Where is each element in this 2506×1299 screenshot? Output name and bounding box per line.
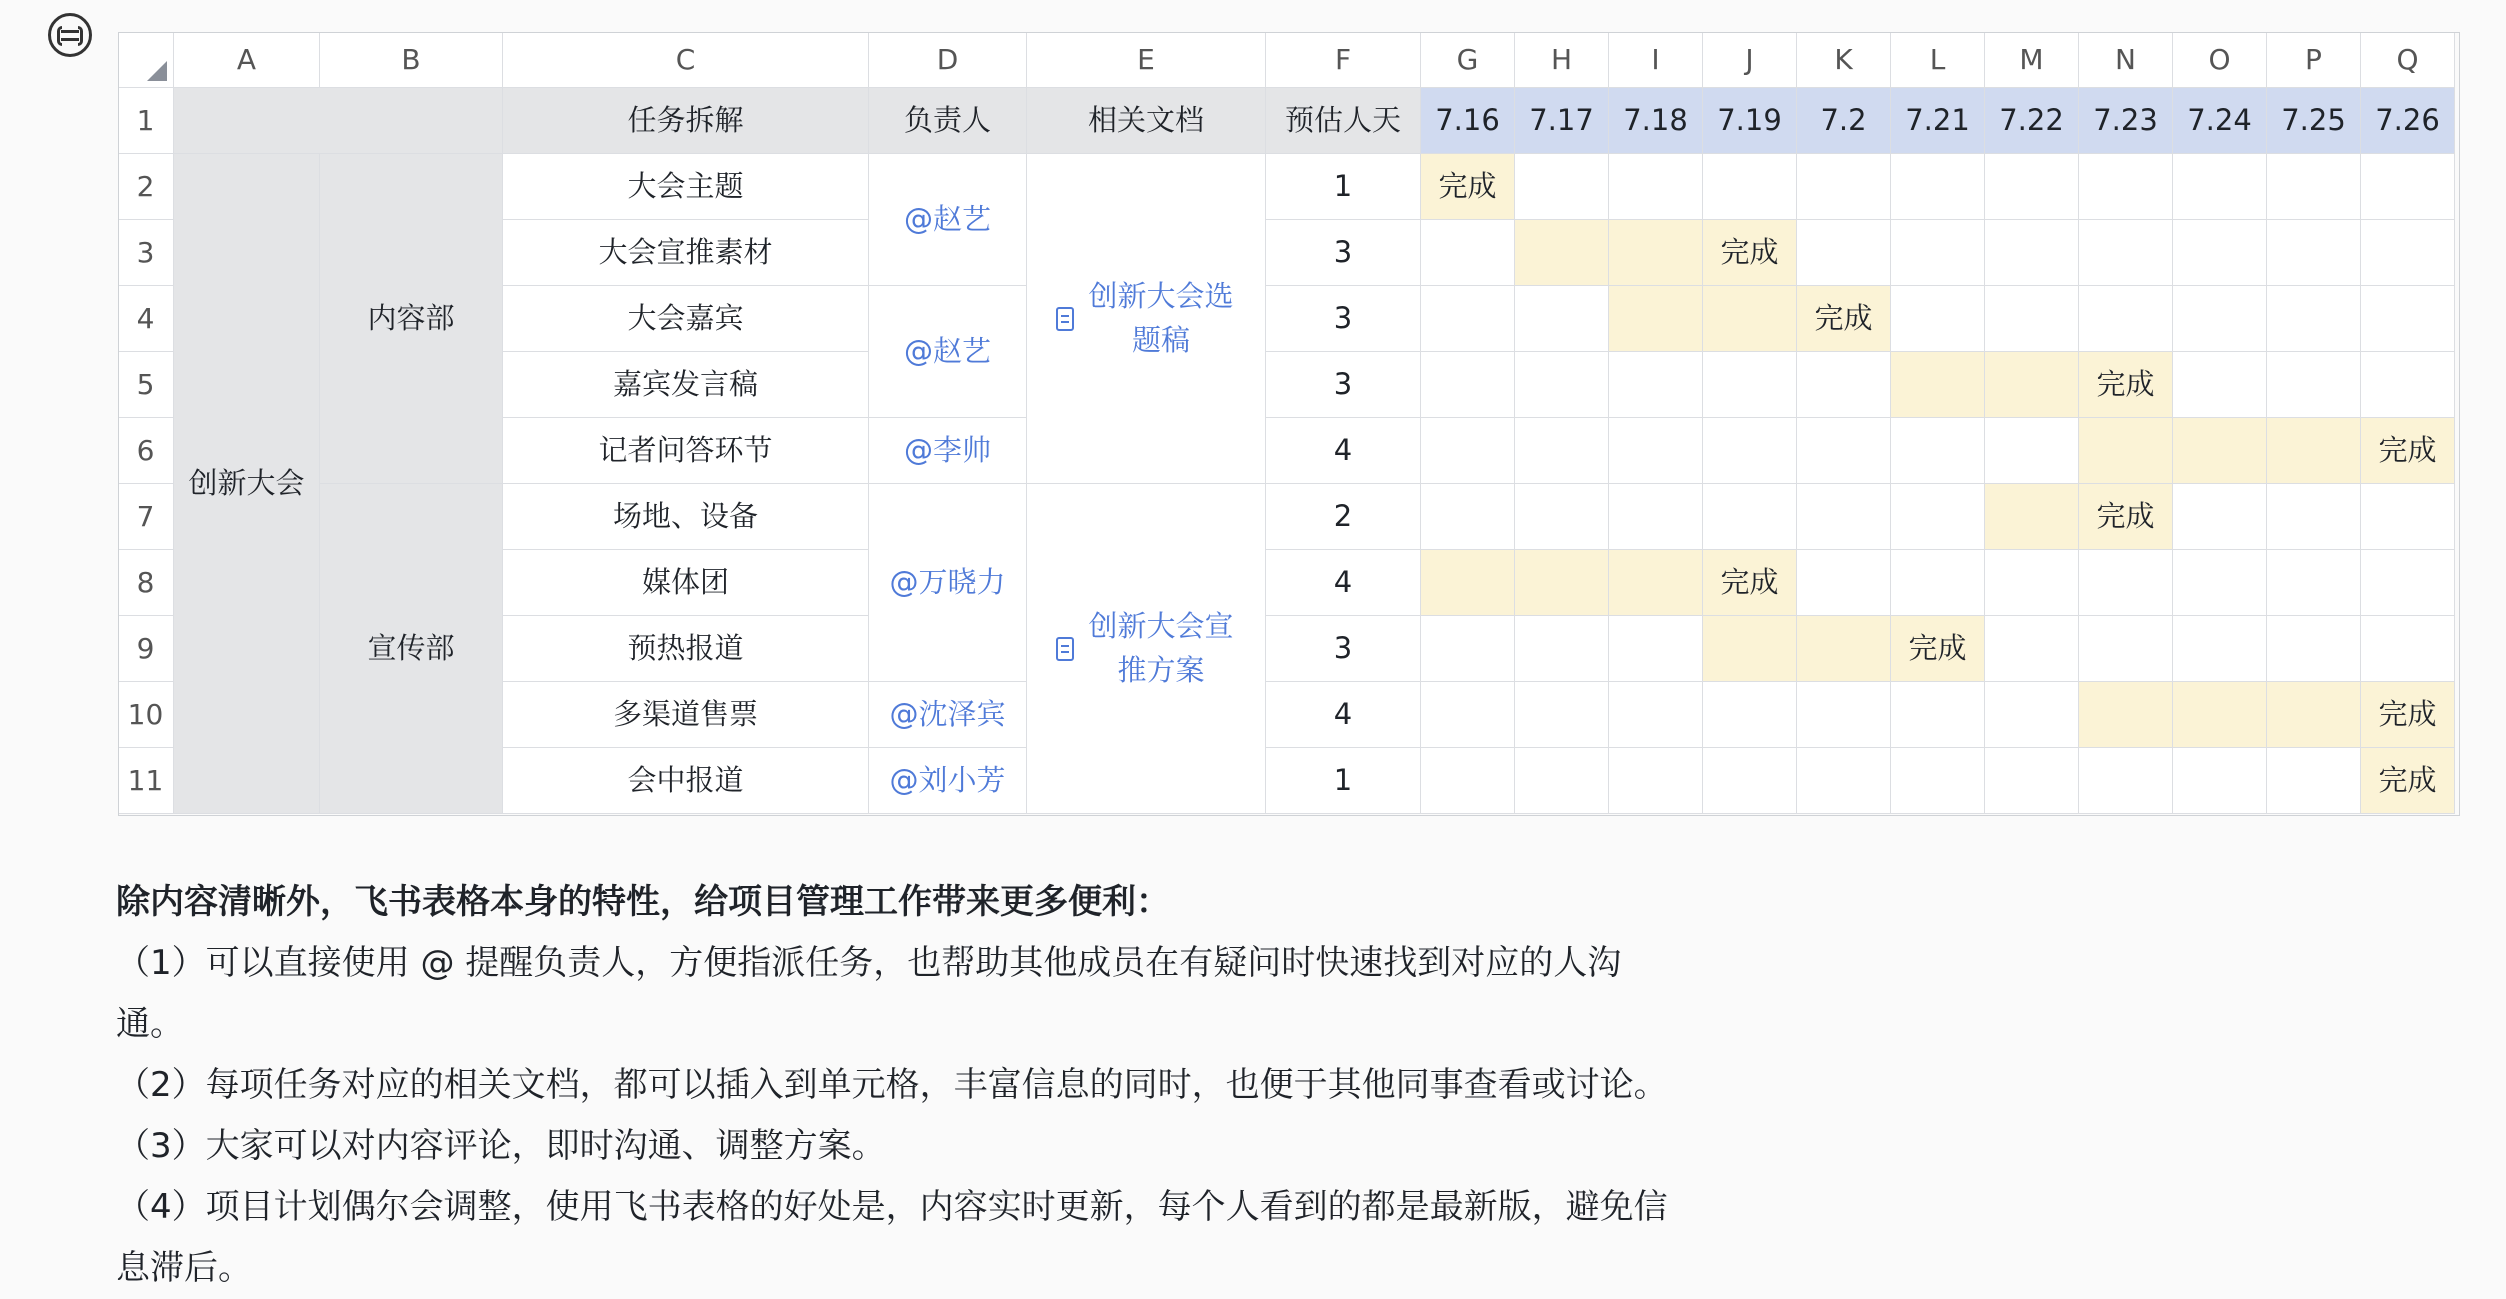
task-cell[interactable]: 大会嘉宾 <box>503 286 869 352</box>
schedule-cell[interactable] <box>1797 220 1891 286</box>
schedule-cell[interactable] <box>1421 418 1515 484</box>
schedule-cell[interactable] <box>1703 352 1797 418</box>
schedule-cell[interactable] <box>1703 616 1797 682</box>
schedule-cell[interactable] <box>1985 154 2079 220</box>
done-cell[interactable]: 完成 <box>1891 616 1985 682</box>
schedule-cell[interactable] <box>2079 418 2173 484</box>
department-cell[interactable]: 宣传部 <box>320 484 503 814</box>
schedule-cell[interactable] <box>1515 484 1609 550</box>
schedule-cell[interactable] <box>1515 682 1609 748</box>
schedule-cell[interactable] <box>2173 286 2267 352</box>
task-cell[interactable]: 大会宣推素材 <box>503 220 869 286</box>
schedule-cell[interactable] <box>1891 484 1985 550</box>
schedule-cell[interactable] <box>1891 418 1985 484</box>
schedule-cell[interactable] <box>1609 616 1703 682</box>
estimate-cell[interactable]: 1 <box>1266 154 1421 220</box>
header-blank[interactable] <box>174 88 503 154</box>
schedule-cell[interactable] <box>1985 748 2079 814</box>
estimate-cell[interactable]: 2 <box>1266 484 1421 550</box>
schedule-cell[interactable] <box>2173 484 2267 550</box>
note-2: （2）每项任务对应的相关文档，都可以插入到单元格，丰富信息的同时，也便于其他同事查看或讨论。 <box>116 1065 1668 1105</box>
column-header-g[interactable]: G <box>1421 32 1515 88</box>
column-header-j[interactable]: J <box>1703 32 1797 88</box>
header-date[interactable]: 7.26 <box>2361 88 2455 154</box>
column-header-c[interactable]: C <box>503 32 869 88</box>
schedule-cell[interactable] <box>1703 418 1797 484</box>
schedule-cell[interactable] <box>1421 352 1515 418</box>
owner-mention[interactable]: @万晓力 <box>869 484 1027 682</box>
schedule-cell[interactable] <box>2361 352 2455 418</box>
schedule-cell[interactable] <box>1609 484 1703 550</box>
notes-heading: 除内容清晰外，飞书表格本身的特性，给项目管理工作带来更多便利： <box>116 882 1170 922</box>
header-date[interactable]: 7.23 <box>2079 88 2173 154</box>
schedule-cell[interactable] <box>2267 748 2361 814</box>
schedule-cell[interactable] <box>2173 220 2267 286</box>
column-header-b[interactable]: B <box>320 32 503 88</box>
schedule-cell[interactable] <box>2079 220 2173 286</box>
note-1: （1）可以直接使用 @ 提醒负责人，方便指派任务，也帮助其他成员在有疑问时快速找到对应的人沟 <box>116 943 1622 983</box>
row-header-7[interactable]: 7 <box>118 484 174 550</box>
schedule-cell[interactable] <box>1515 550 1609 616</box>
schedule-cell[interactable] <box>2173 550 2267 616</box>
schedule-cell[interactable] <box>1985 550 2079 616</box>
schedule-cell[interactable] <box>2079 154 2173 220</box>
schedule-cell[interactable] <box>2361 550 2455 616</box>
header-date[interactable]: 7.16 <box>1421 88 1515 154</box>
schedule-cell[interactable] <box>1985 616 2079 682</box>
owner-mention[interactable]: @李帅 <box>869 418 1027 484</box>
schedule-cell[interactable] <box>2173 616 2267 682</box>
column-header-p[interactable]: P <box>2267 32 2361 88</box>
schedule-cell[interactable] <box>2079 682 2173 748</box>
row-header-6[interactable]: 6 <box>118 418 174 484</box>
schedule-cell[interactable] <box>1609 220 1703 286</box>
notes-section <box>116 872 1876 1299</box>
header-owner[interactable]: 负责人 <box>869 88 1027 154</box>
header-date[interactable]: 7.2 <box>1797 88 1891 154</box>
header-date[interactable]: 7.19 <box>1703 88 1797 154</box>
schedule-cell[interactable] <box>1421 616 1515 682</box>
schedule-cell[interactable] <box>2079 286 2173 352</box>
schedule-cell[interactable] <box>1421 550 1515 616</box>
column-header-a[interactable]: A <box>174 32 320 88</box>
done-cell[interactable]: 完成 <box>2361 682 2455 748</box>
schedule-cell[interactable] <box>1515 748 1609 814</box>
header-date[interactable]: 7.24 <box>2173 88 2267 154</box>
schedule-cell[interactable] <box>1515 352 1609 418</box>
column-header-e[interactable]: E <box>1027 32 1266 88</box>
done-cell[interactable]: 完成 <box>1421 154 1515 220</box>
estimate-cell[interactable]: 4 <box>1266 418 1421 484</box>
select-all-triangle-icon <box>147 61 167 81</box>
estimate-cell[interactable]: 1 <box>1266 748 1421 814</box>
schedule-cell[interactable] <box>2267 154 2361 220</box>
column-header-l[interactable]: L <box>1891 32 1985 88</box>
column-header-o[interactable]: O <box>2173 32 2267 88</box>
schedule-cell[interactable] <box>1609 418 1703 484</box>
schedule-cell[interactable] <box>1609 748 1703 814</box>
schedule-cell[interactable] <box>2361 154 2455 220</box>
header-date[interactable]: 7.17 <box>1515 88 1609 154</box>
schedule-cell[interactable] <box>1421 220 1515 286</box>
schedule-cell[interactable] <box>1797 418 1891 484</box>
column-header-q[interactable]: Q <box>2361 32 2455 88</box>
schedule-cell[interactable] <box>2361 286 2455 352</box>
schedule-cell[interactable] <box>1609 682 1703 748</box>
schedule-cell[interactable] <box>1797 352 1891 418</box>
schedule-cell[interactable] <box>1797 484 1891 550</box>
estimate-cell[interactable]: 3 <box>1266 286 1421 352</box>
row-header-8[interactable]: 8 <box>118 550 174 616</box>
project-cell[interactable]: 创新大会 <box>174 154 320 814</box>
schedule-cell[interactable] <box>1421 682 1515 748</box>
done-cell[interactable]: 完成 <box>2079 484 2173 550</box>
row-header-9[interactable]: 9 <box>118 616 174 682</box>
header-date[interactable]: 7.18 <box>1609 88 1703 154</box>
header-date[interactable]: 7.21 <box>1891 88 1985 154</box>
done-cell[interactable]: 完成 <box>2079 352 2173 418</box>
note-1-cont: 通。 <box>116 1004 184 1044</box>
estimate-cell[interactable]: 3 <box>1266 616 1421 682</box>
estimate-cell[interactable]: 3 <box>1266 352 1421 418</box>
schedule-cell[interactable] <box>1703 154 1797 220</box>
schedule-cell[interactable] <box>1985 220 2079 286</box>
task-cell[interactable]: 多渠道售票 <box>503 682 869 748</box>
schedule-cell[interactable] <box>1985 484 2079 550</box>
schedule-cell[interactable] <box>2173 154 2267 220</box>
document-icon <box>1056 637 1074 661</box>
row-header-5[interactable]: 5 <box>118 352 174 418</box>
schedule-cell[interactable] <box>1515 220 1609 286</box>
schedule-cell[interactable] <box>2079 616 2173 682</box>
document-title: 创新大会宣推方案 <box>1088 609 1234 687</box>
column-header-h[interactable]: H <box>1515 32 1609 88</box>
task-cell[interactable]: 记者问答环节 <box>503 418 869 484</box>
schedule-cell[interactable] <box>2361 220 2455 286</box>
schedule-cell[interactable] <box>1891 682 1985 748</box>
schedule-cell[interactable] <box>1421 748 1515 814</box>
schedule-cell[interactable] <box>1797 616 1891 682</box>
task-cell[interactable]: 嘉宾发言稿 <box>503 352 869 418</box>
schedule-cell[interactable] <box>2267 682 2361 748</box>
schedule-cell[interactable] <box>2267 352 2361 418</box>
note-4-cont: 息滞后。 <box>116 1248 252 1288</box>
document-title: 创新大会选题稿 <box>1088 279 1234 357</box>
row-header-1[interactable]: 1 <box>118 88 174 154</box>
document-icon <box>1056 307 1074 331</box>
estimate-cell[interactable]: 4 <box>1266 550 1421 616</box>
schedule-cell[interactable] <box>1985 418 2079 484</box>
document-link[interactable] <box>1027 154 1266 484</box>
header-date[interactable]: 7.25 <box>2267 88 2361 154</box>
owner-mention[interactable]: @沈泽宾 <box>869 682 1027 748</box>
schedule-cell[interactable] <box>2267 616 2361 682</box>
schedule-cell[interactable] <box>2173 748 2267 814</box>
schedule-cell[interactable] <box>2361 484 2455 550</box>
schedule-cell[interactable] <box>1609 352 1703 418</box>
row-header-4[interactable]: 4 <box>118 286 174 352</box>
schedule-cell[interactable] <box>1891 748 1985 814</box>
schedule-cell[interactable] <box>1797 748 1891 814</box>
schedule-cell[interactable] <box>2361 616 2455 682</box>
column-header-d[interactable]: D <box>869 32 1027 88</box>
done-cell[interactable]: 完成 <box>2361 418 2455 484</box>
owner-mention[interactable]: @赵艺 <box>869 154 1027 286</box>
header-date[interactable]: 7.22 <box>1985 88 2079 154</box>
done-cell[interactable]: 完成 <box>2361 748 2455 814</box>
done-cell[interactable]: 完成 <box>1703 220 1797 286</box>
estimate-cell[interactable]: 3 <box>1266 220 1421 286</box>
sheet-menu-icon[interactable] <box>48 13 92 57</box>
schedule-cell[interactable] <box>1797 682 1891 748</box>
schedule-cell[interactable] <box>1891 220 1985 286</box>
column-header-m[interactable]: M <box>1985 32 2079 88</box>
estimate-cell[interactable]: 4 <box>1266 682 1421 748</box>
schedule-cell[interactable] <box>1515 286 1609 352</box>
header-task[interactable]: 任务拆解 <box>503 88 869 154</box>
task-cell[interactable]: 媒体团 <box>503 550 869 616</box>
schedule-cell[interactable] <box>1703 682 1797 748</box>
schedule-cell[interactable] <box>1891 550 1985 616</box>
schedule-cell[interactable] <box>2267 286 2361 352</box>
schedule-cell[interactable] <box>1703 748 1797 814</box>
schedule-cell[interactable] <box>1985 286 2079 352</box>
column-header-i[interactable]: I <box>1609 32 1703 88</box>
schedule-cell[interactable] <box>1985 682 2079 748</box>
schedule-cell[interactable] <box>1703 484 1797 550</box>
schedule-cell[interactable] <box>1891 352 1985 418</box>
row-header-3[interactable]: 3 <box>118 220 174 286</box>
select-all-corner[interactable] <box>118 32 174 88</box>
task-cell[interactable]: 场地、设备 <box>503 484 869 550</box>
note-4: （4）项目计划偶尔会调整，使用飞书表格的好处是，内容实时更新，每个人看到的都是最新版，避免信 <box>116 1187 1668 1227</box>
row-header-11[interactable]: 11 <box>118 748 174 814</box>
done-cell[interactable]: 完成 <box>1703 550 1797 616</box>
schedule-cell[interactable] <box>1703 286 1797 352</box>
owner-mention[interactable]: @刘小芳 <box>869 748 1027 814</box>
done-cell[interactable]: 完成 <box>1797 286 1891 352</box>
column-header-n[interactable]: N <box>2079 32 2173 88</box>
schedule-cell[interactable] <box>2079 748 2173 814</box>
document-link[interactable] <box>1027 484 1266 814</box>
schedule-cell[interactable] <box>2079 550 2173 616</box>
schedule-cell[interactable] <box>1515 616 1609 682</box>
schedule-cell[interactable] <box>1421 286 1515 352</box>
schedule-cell[interactable] <box>2173 352 2267 418</box>
header-docs[interactable]: 相关文档 <box>1027 88 1266 154</box>
schedule-cell[interactable] <box>1797 154 1891 220</box>
task-cell[interactable]: 会中报道 <box>503 748 869 814</box>
schedule-cell[interactable] <box>1515 154 1609 220</box>
schedule-cell[interactable] <box>1797 550 1891 616</box>
task-cell[interactable]: 预热报道 <box>503 616 869 682</box>
schedule-cell[interactable] <box>2173 418 2267 484</box>
header-estimate[interactable]: 预估人天 <box>1266 88 1421 154</box>
schedule-cell[interactable] <box>2267 220 2361 286</box>
schedule-cell[interactable] <box>2173 682 2267 748</box>
schedule-cell[interactable] <box>2267 550 2361 616</box>
schedule-cell[interactable] <box>1421 484 1515 550</box>
schedule-cell[interactable] <box>1891 154 1985 220</box>
schedule-cell[interactable] <box>2267 418 2361 484</box>
schedule-cell[interactable] <box>1985 352 2079 418</box>
owner-mention[interactable]: @赵艺 <box>869 286 1027 418</box>
column-header-k[interactable]: K <box>1797 32 1891 88</box>
note-3: （3）大家可以对内容评论，即时沟通、调整方案。 <box>116 1126 886 1166</box>
column-header-f[interactable]: F <box>1266 32 1421 88</box>
department-cell[interactable]: 内容部 <box>320 154 503 484</box>
schedule-cell[interactable] <box>1609 154 1703 220</box>
schedule-cell[interactable] <box>1609 286 1703 352</box>
schedule-cell[interactable] <box>2267 484 2361 550</box>
task-cell[interactable]: 大会主题 <box>503 154 869 220</box>
schedule-cell[interactable] <box>1609 550 1703 616</box>
schedule-cell[interactable] <box>1891 286 1985 352</box>
row-header-2[interactable]: 2 <box>118 154 174 220</box>
schedule-cell[interactable] <box>1515 418 1609 484</box>
row-header-10[interactable]: 10 <box>118 682 174 748</box>
